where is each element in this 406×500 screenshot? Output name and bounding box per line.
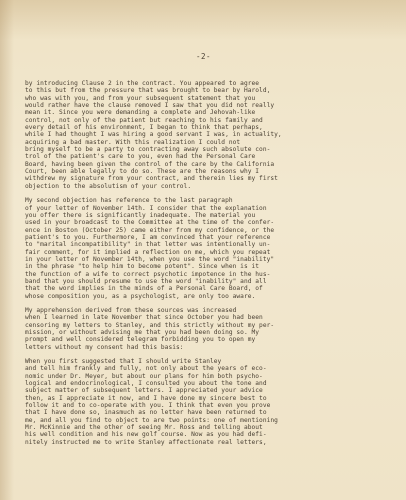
paragraph-second-objection: My second objection has reference to the last paragraph of your letter of November 14th. I consider that the explanation you offer there is significantly inadequate. The material you used in your broadcast to the Committee at the time of the confer- ence in Boston (October 25) came either from my confidence, or the patient's to you. Furthermore, I am convinced that your reference to "marital incompatibility" in that letter was intentionally un- fair comment, for it implied a reflection on me, which you repeat in your letter of November 14th, when you use the word "inability" in the phrase "to help him to become potent". Since when is it the function of a wife to correct psychotic impotence in the hus- band that you should presume to use the word "inability" and all that the word implies in the minds of a Personal Care Board, of whose composition you, as a psychologist, are only too aware. (25, 197, 275, 300)
page-number: -2- (195, 52, 212, 61)
paragraph-apprehension: My apprehension derived from these sources was increased when I learned in late November that since October you had been censoring my letters to Stanley, and this strictly without my per- mission, or without advising me that you had been doing so. My prompt and well considered telegram forbidding you to open my letters without my consent had this basis: (25, 306, 275, 351)
paragraph-first-suggestion: When you first suggested that I should write Stanley and tell him frankly and fully, not only about the years of eco- nomic under Dr. Meyer, but about our plans for him both psycho- logical and endocrinological, I consulted you about the tone and subject matter of subsequent letters. I appreciated your advice then, as I appreciate it now, and I have done my sincere best to follow it and to co-operate with you. I think that even you prove that I have done so, inasmuch as no letter have been returned to me, and all you find to object to are two points: one of mentioning Mr. McKinnie and the other of seeing Mr. Ross and telling about his well condition and his new golf course. Now as you had defi- nitely instructed me to write Stanley affectionate real letters, (25, 358, 278, 446)
paper-stain-top (0, 0, 406, 40)
paragraph-clause-two: by introducing Clause 2 in the contract. You appeared to agree to this but from the pressure that was brought to bear by Harold, who was with you, and from your subsequent statement that you would rather have the clause removed I saw that you did not really mean it. Since you were demanding a complete and Jehovah-like control, not only of the patient but reaching to his family and every detail of his environment, I began to think that perhaps, while I had thought I was hiring a good servant I was, in actuality, acquiring a bad master. With this realization I could not bring myself to be a party to contracting away such absolute con- trol of the patient's care to you, even had the Personal Care Board, having been given the control of the care by the California Court, been able legally to do so. These are the reasons why I withdrew my signature from your contract, and therein lies my first objection to the absolutism of your control. (25, 80, 282, 190)
paper-stain-left (0, 0, 14, 500)
